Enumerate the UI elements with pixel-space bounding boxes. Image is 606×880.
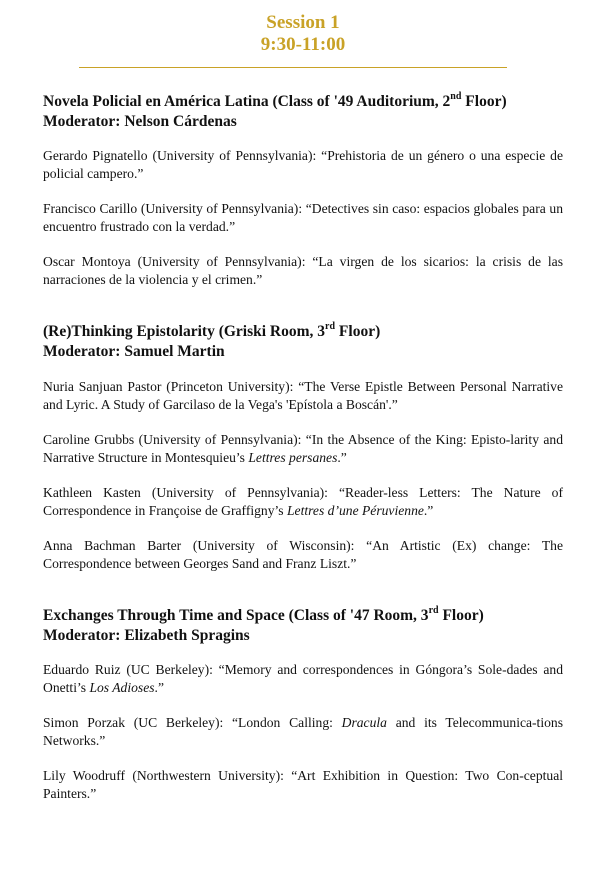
panel-title: Exchanges Through Time and Space (Class of '47 Room, 3rd Floor) <box>43 604 484 624</box>
talk-entry: Oscar Montoya (University of Pennsylvania): “La virgen de los sicarios: la crisis de las narraciones de la violencia y el crimen.” <box>43 254 563 287</box>
talk-entry: Lily Woodruff (Northwestern University): “Art Exhibition in Question: Two Con-ceptual Painters.” <box>43 768 563 801</box>
session-header <box>0 12 606 56</box>
ordinal-suffix: rd <box>428 604 439 616</box>
panel-title-block <box>43 322 563 362</box>
talk-entry: Kathleen Kasten (University of Pennsylvania): “Reader-less Letters: The Nature of Correspondence in Françoise de Graffigny’s Lettres d’une Péruvienne.” <box>43 485 563 518</box>
talk-entry: Nuria Sanjuan Pastor (Princeton University): “The Verse Epistle Between Personal Narrative and Lyric. A Study of Garcilaso de la Vega's 'Epístola a Boscán'.” <box>43 379 563 412</box>
panel-title: Novela Policial en América Latina (Class of '49 Auditorium, 2nd Floor) <box>43 90 507 110</box>
session-time: 9:30-11:00 <box>260 34 346 55</box>
panel-title: (Re)Thinking Epistolarity (Griski Room, 3rd Floor) <box>43 320 381 340</box>
talk-entry: Francisco Carillo (University of Pennsylvania): “Detectives sin caso: espacios globales para un encuentro frustrado con la verdad.” <box>43 201 563 234</box>
talk-entry: Gerardo Pignatello (University of Pennsylvania): “Prehistoria de un género o una especie de policial campero.” <box>43 148 563 181</box>
talk-entry: Eduardo Ruiz (UC Berkeley): “Memory and correspondences in Góngora’s Sole-dades and Onetti’s Los Adioses.” <box>43 662 563 695</box>
talk-entry: Anna Bachman Barter (University of Wisconsin): “An Artistic (Ex) change: The Correspondence between Georges Sand and Franz Liszt.” <box>43 538 563 571</box>
panel-moderator: Moderator: Samuel Martin <box>43 343 225 360</box>
session-label: Session 1 <box>266 12 340 33</box>
ordinal-suffix: rd <box>325 320 336 332</box>
panel-title-block <box>43 92 563 132</box>
ordinal-suffix: nd <box>450 90 462 102</box>
talk-entry: Caroline Grubbs (University of Pennsylvania): “In the Absence of the King: Episto-larity and Narrative Structure in Montesquieu’s Lettres persanes.” <box>43 432 563 465</box>
talk-entry: Simon Porzak (UC Berkeley): “London Calling: Dracula and its Telecommunica-tions Networks.” <box>43 715 563 748</box>
panel-title-block <box>43 606 563 646</box>
panel-moderator: Moderator: Elizabeth Spragins <box>43 627 250 644</box>
panel-moderator: Moderator: Nelson Cárdenas <box>43 113 237 130</box>
header-divider <box>79 67 507 68</box>
